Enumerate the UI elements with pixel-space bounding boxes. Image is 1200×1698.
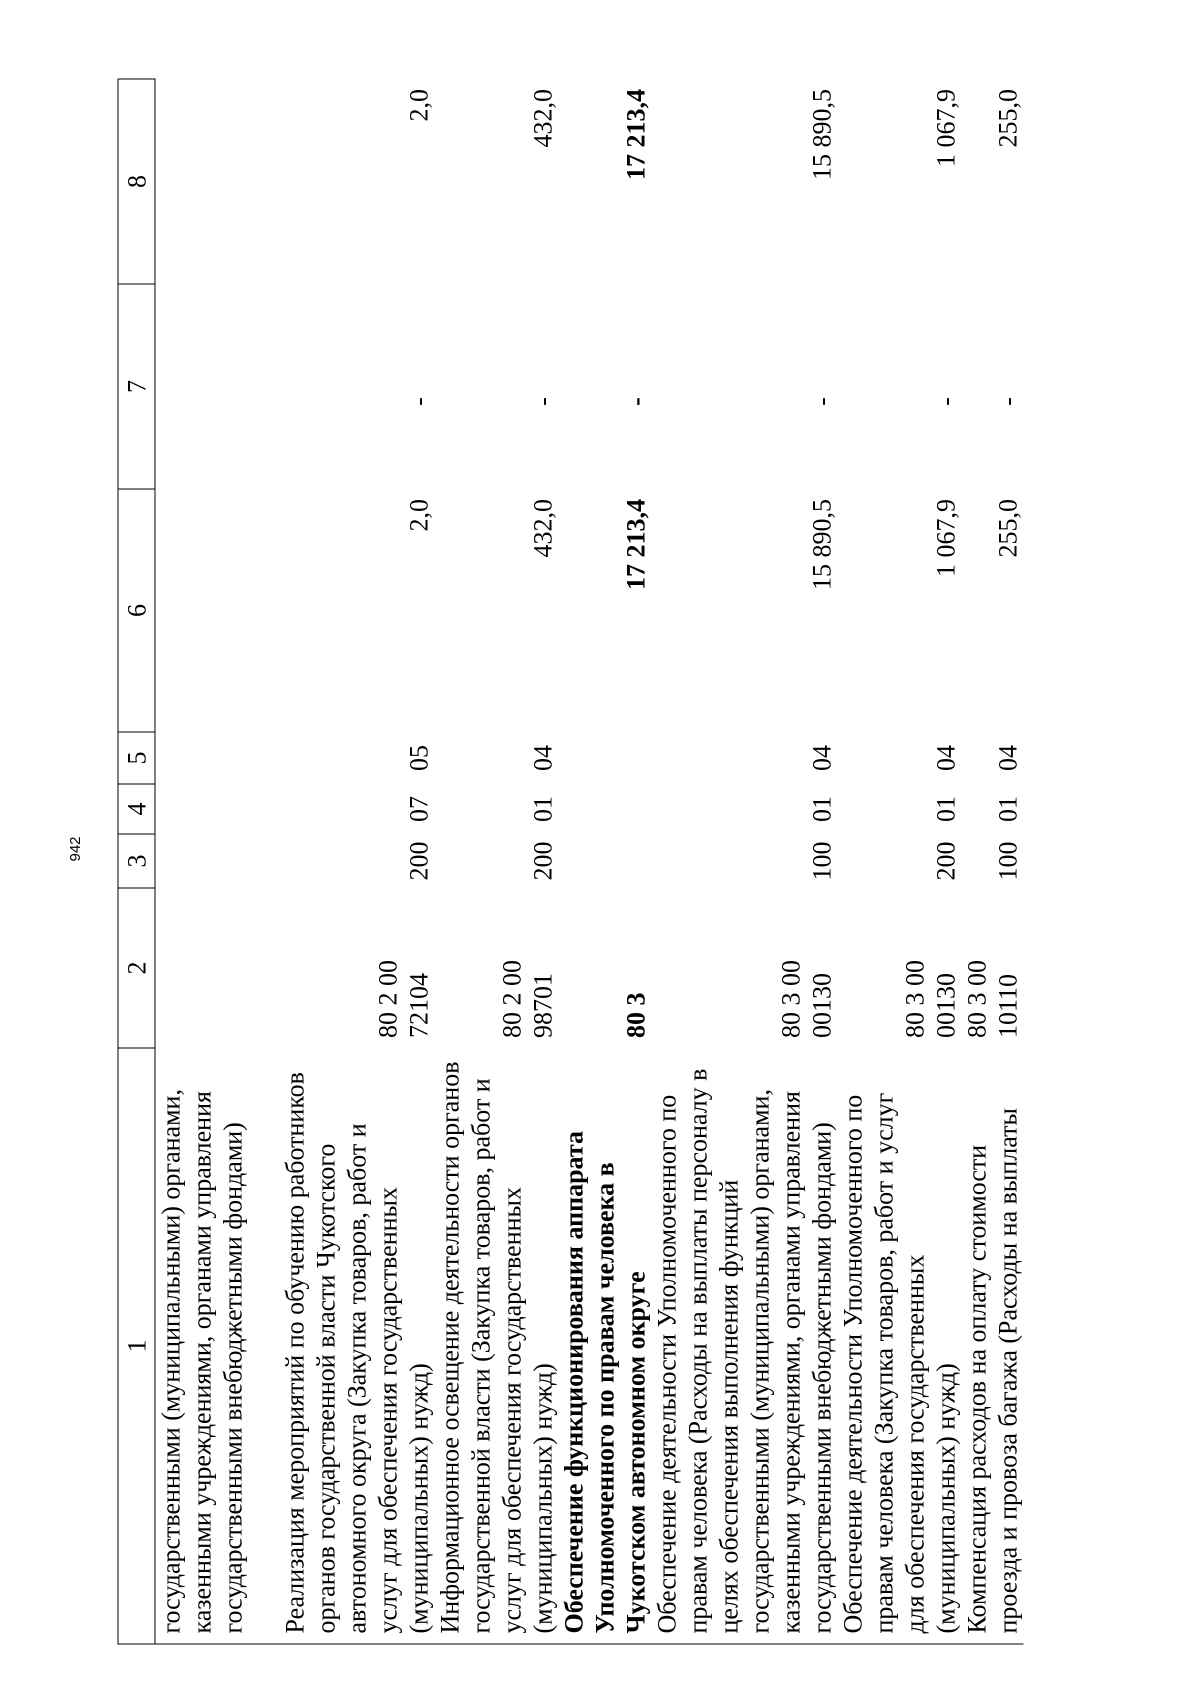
- table-row-section: [558, 79, 651, 1644]
- row-name: Обеспечение функционирования аппарата Уполномоченного по правам человека в Чукотском автономном округе: [558, 1048, 651, 1644]
- row-name: Обеспечение деятельности Уполномоченного по правам человека (Закупка товаров, работ и услуг для обеспечения государственных (муниципальных) нужд): [837, 1048, 961, 1644]
- row-code: 80 3 00 10110: [962, 960, 1022, 1038]
- row-section: 01: [807, 796, 836, 822]
- row-section: 07: [404, 796, 433, 822]
- row-amount: 15 890,5: [807, 499, 836, 590]
- row-code: 80 2 00 98701: [497, 960, 557, 1038]
- column-header: 4: [118, 784, 155, 834]
- table-row: [651, 79, 837, 1644]
- row-type: 100: [807, 841, 836, 881]
- row-amount: 1 067,9: [931, 499, 960, 577]
- column-header: 8: [118, 79, 155, 284]
- row-subsection: 04: [528, 745, 557, 771]
- row-section: [558, 784, 651, 834]
- row-col7: -: [807, 397, 836, 406]
- page-number: 942: [67, 836, 84, 862]
- row-amount: 255,0: [993, 499, 1022, 558]
- row-code: 80 3: [621, 992, 650, 1038]
- budget-table: [117, 79, 1023, 1645]
- row-section: 01: [931, 796, 960, 822]
- row-name: Обеспечение деятельности Уполномоченного по правам человека (Расходы на выплаты персоналу в целях обеспечения выполнения функций государственными (муниципальными) органами, казенными учреждениями, органами управления государственными внебюджетными фондами): [651, 1048, 837, 1644]
- row-amount: 432,0: [528, 499, 557, 558]
- table-row: [837, 79, 961, 1644]
- row-col7: -: [993, 397, 1022, 406]
- row-col7: [155, 284, 280, 489]
- row-name: государственными (муниципальными) органами, казенными учреждениями, органами управления государственными внебюджетными фондами): [155, 1048, 280, 1644]
- row-total: 2,0: [404, 89, 433, 122]
- row-amount: 17 213,4: [621, 499, 650, 590]
- row-col7: -: [621, 397, 650, 406]
- row-name: Реализация мероприятий по обучению работников органов государственной власти Чукотского автономного округа (Закупка товаров, работ и услуг для обеспечения государственных (муниципальных) нужд): [279, 1048, 434, 1644]
- row-col7: -: [931, 397, 960, 406]
- row-subsection: 04: [931, 745, 960, 771]
- row-subsection: 04: [807, 745, 836, 771]
- row-type: 200: [931, 841, 960, 881]
- table-row: [434, 79, 558, 1644]
- column-header: 6: [118, 489, 155, 732]
- row-total: 432,0: [528, 89, 557, 148]
- row-type: 200: [404, 841, 433, 881]
- row-total: 15 890,5: [807, 89, 836, 180]
- table-row: [155, 79, 280, 1644]
- column-header: 7: [118, 284, 155, 489]
- row-subsection: [155, 732, 280, 784]
- table-header-row: [118, 79, 155, 1644]
- row-subsection: [558, 732, 651, 784]
- column-header: 2: [118, 888, 155, 1048]
- row-section: [155, 784, 280, 834]
- budget-table-container: [117, 80, 1147, 1645]
- row-col7: -: [528, 397, 557, 406]
- row-total: 1 067,9: [931, 89, 960, 167]
- row-name: Компенсация расходов на оплату стоимости проезда и провоза багажа (Расходы на выплаты: [961, 1048, 1023, 1644]
- row-code: 80 3 00 00130: [900, 960, 960, 1038]
- row-section: 01: [993, 796, 1022, 822]
- row-name: Информационное освещение деятельности органов государственной власти (Закупка товаров, работ и услуг для обеспечения государственных (муниципальных) нужд): [434, 1048, 558, 1644]
- row-subsection: 04: [993, 745, 1022, 771]
- row-type: [155, 834, 280, 888]
- row-code: [155, 888, 280, 1048]
- row-col7: -: [404, 397, 433, 406]
- row-type: 100: [993, 841, 1022, 881]
- row-section: 01: [528, 796, 557, 822]
- row-total: [155, 79, 280, 284]
- row-type: 200: [528, 841, 557, 881]
- column-header: 3: [118, 834, 155, 888]
- row-amount: [155, 489, 280, 732]
- row-code: 80 3 00 00130: [776, 960, 836, 1038]
- row-amount: 2,0: [404, 499, 433, 532]
- row-subsection: 05: [404, 745, 433, 771]
- column-header: 1: [118, 1048, 155, 1644]
- row-total: 17 213,4: [621, 89, 650, 180]
- row-total: 255,0: [993, 89, 1022, 148]
- table-row: [961, 79, 1023, 1644]
- row-type: [558, 834, 651, 888]
- column-header: 5: [118, 732, 155, 784]
- row-code: 80 2 00 72104: [373, 960, 433, 1038]
- table-row: [279, 79, 434, 1644]
